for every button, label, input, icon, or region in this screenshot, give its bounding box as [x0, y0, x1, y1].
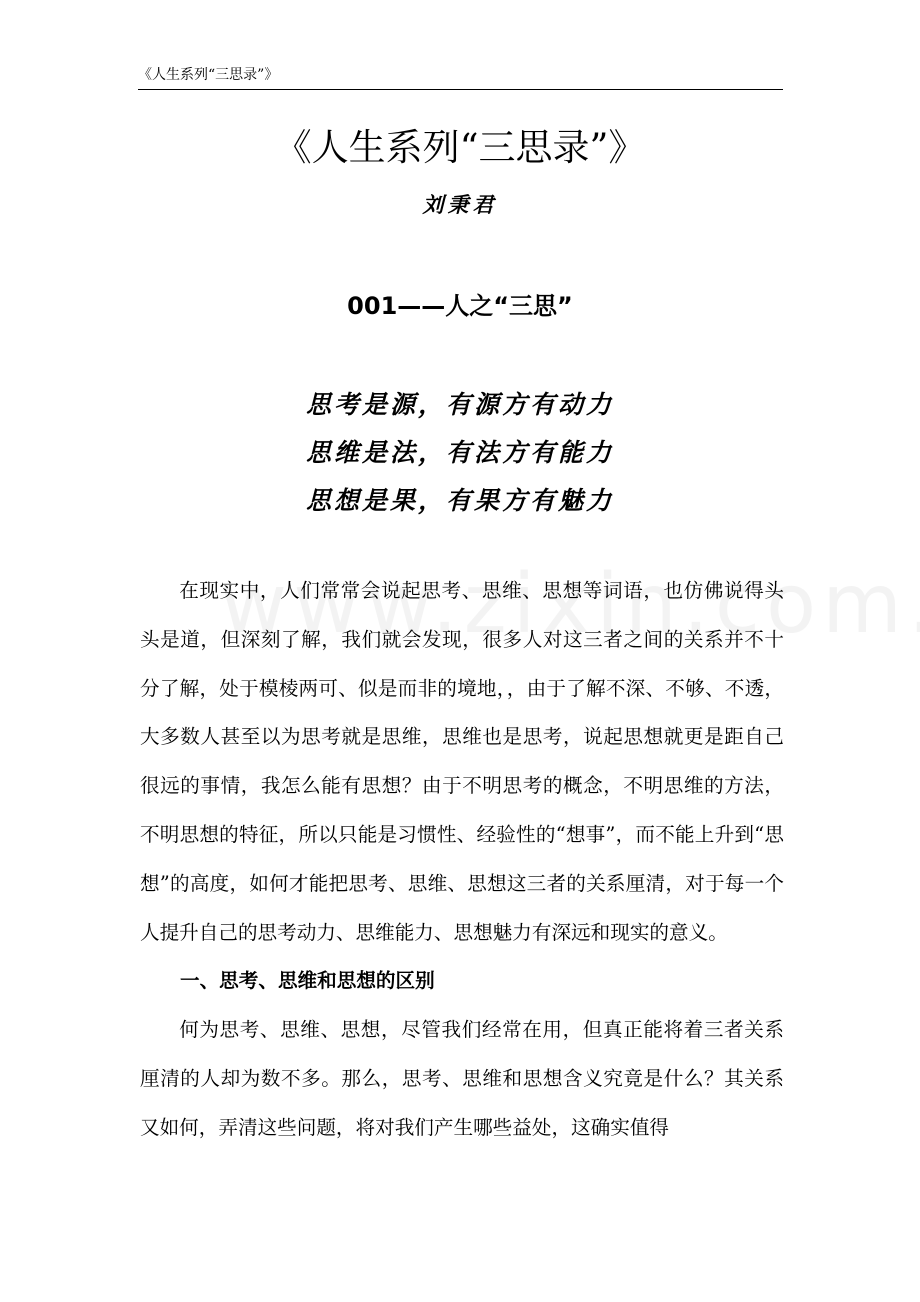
- motto-line: 思维是法，有法方有能力: [305, 438, 614, 467]
- section-heading: 一、思考、思维和思想的区别: [180, 969, 435, 993]
- running-header: [138, 62, 783, 90]
- section-paragraph: 何为思考、思维、思想，尽管我们经常在用，但真正能将着三者关系厘清的人却为数不多。那么，思考、思维和思想含义究竟是什么？其关系又如何，弄清这些问题，将对我们产生哪些益处，这确实值得: [140, 1018, 784, 1139]
- body-text: [140, 567, 784, 1153]
- chapter-title: 001——人之“三思”: [347, 292, 573, 320]
- motto-verses: [0, 381, 920, 525]
- running-header-title: 《人生系列“三思录”》: [138, 67, 279, 83]
- motto-line: 思考是源，有源方有动力: [305, 390, 614, 419]
- author-name: 刘秉君: [422, 192, 498, 217]
- motto-line: 思想是果，有果方有魅力: [305, 486, 614, 515]
- document-title: 《人生系列“三思录”》: [274, 126, 646, 169]
- intro-paragraph: 在现实中，人们常常会说起思考、思维、思想等词语，也仿佛说得头头是道，但深刻了解，我们就会发现，很多人对这三者之间的关系并不十分了解，处于模棱两可、似是而非的境地，，由于了解不深、不够、不透，大多数人甚至以为思考就是思维，思维也是思考，说起思想就更是距自己很远的事情，我怎么能有思想？由于不明思考的概念，不明思维的方法，不明思想的特征，所以只能是习惯性、经验性的“想事”，而不能上升到“思想”的高度，如何才能把思考、思维、思想这三者的关系厘清，对于每一个人提升自己的思考动力、思维能力、思想魅力有深远和现实的意义。: [140, 579, 784, 944]
